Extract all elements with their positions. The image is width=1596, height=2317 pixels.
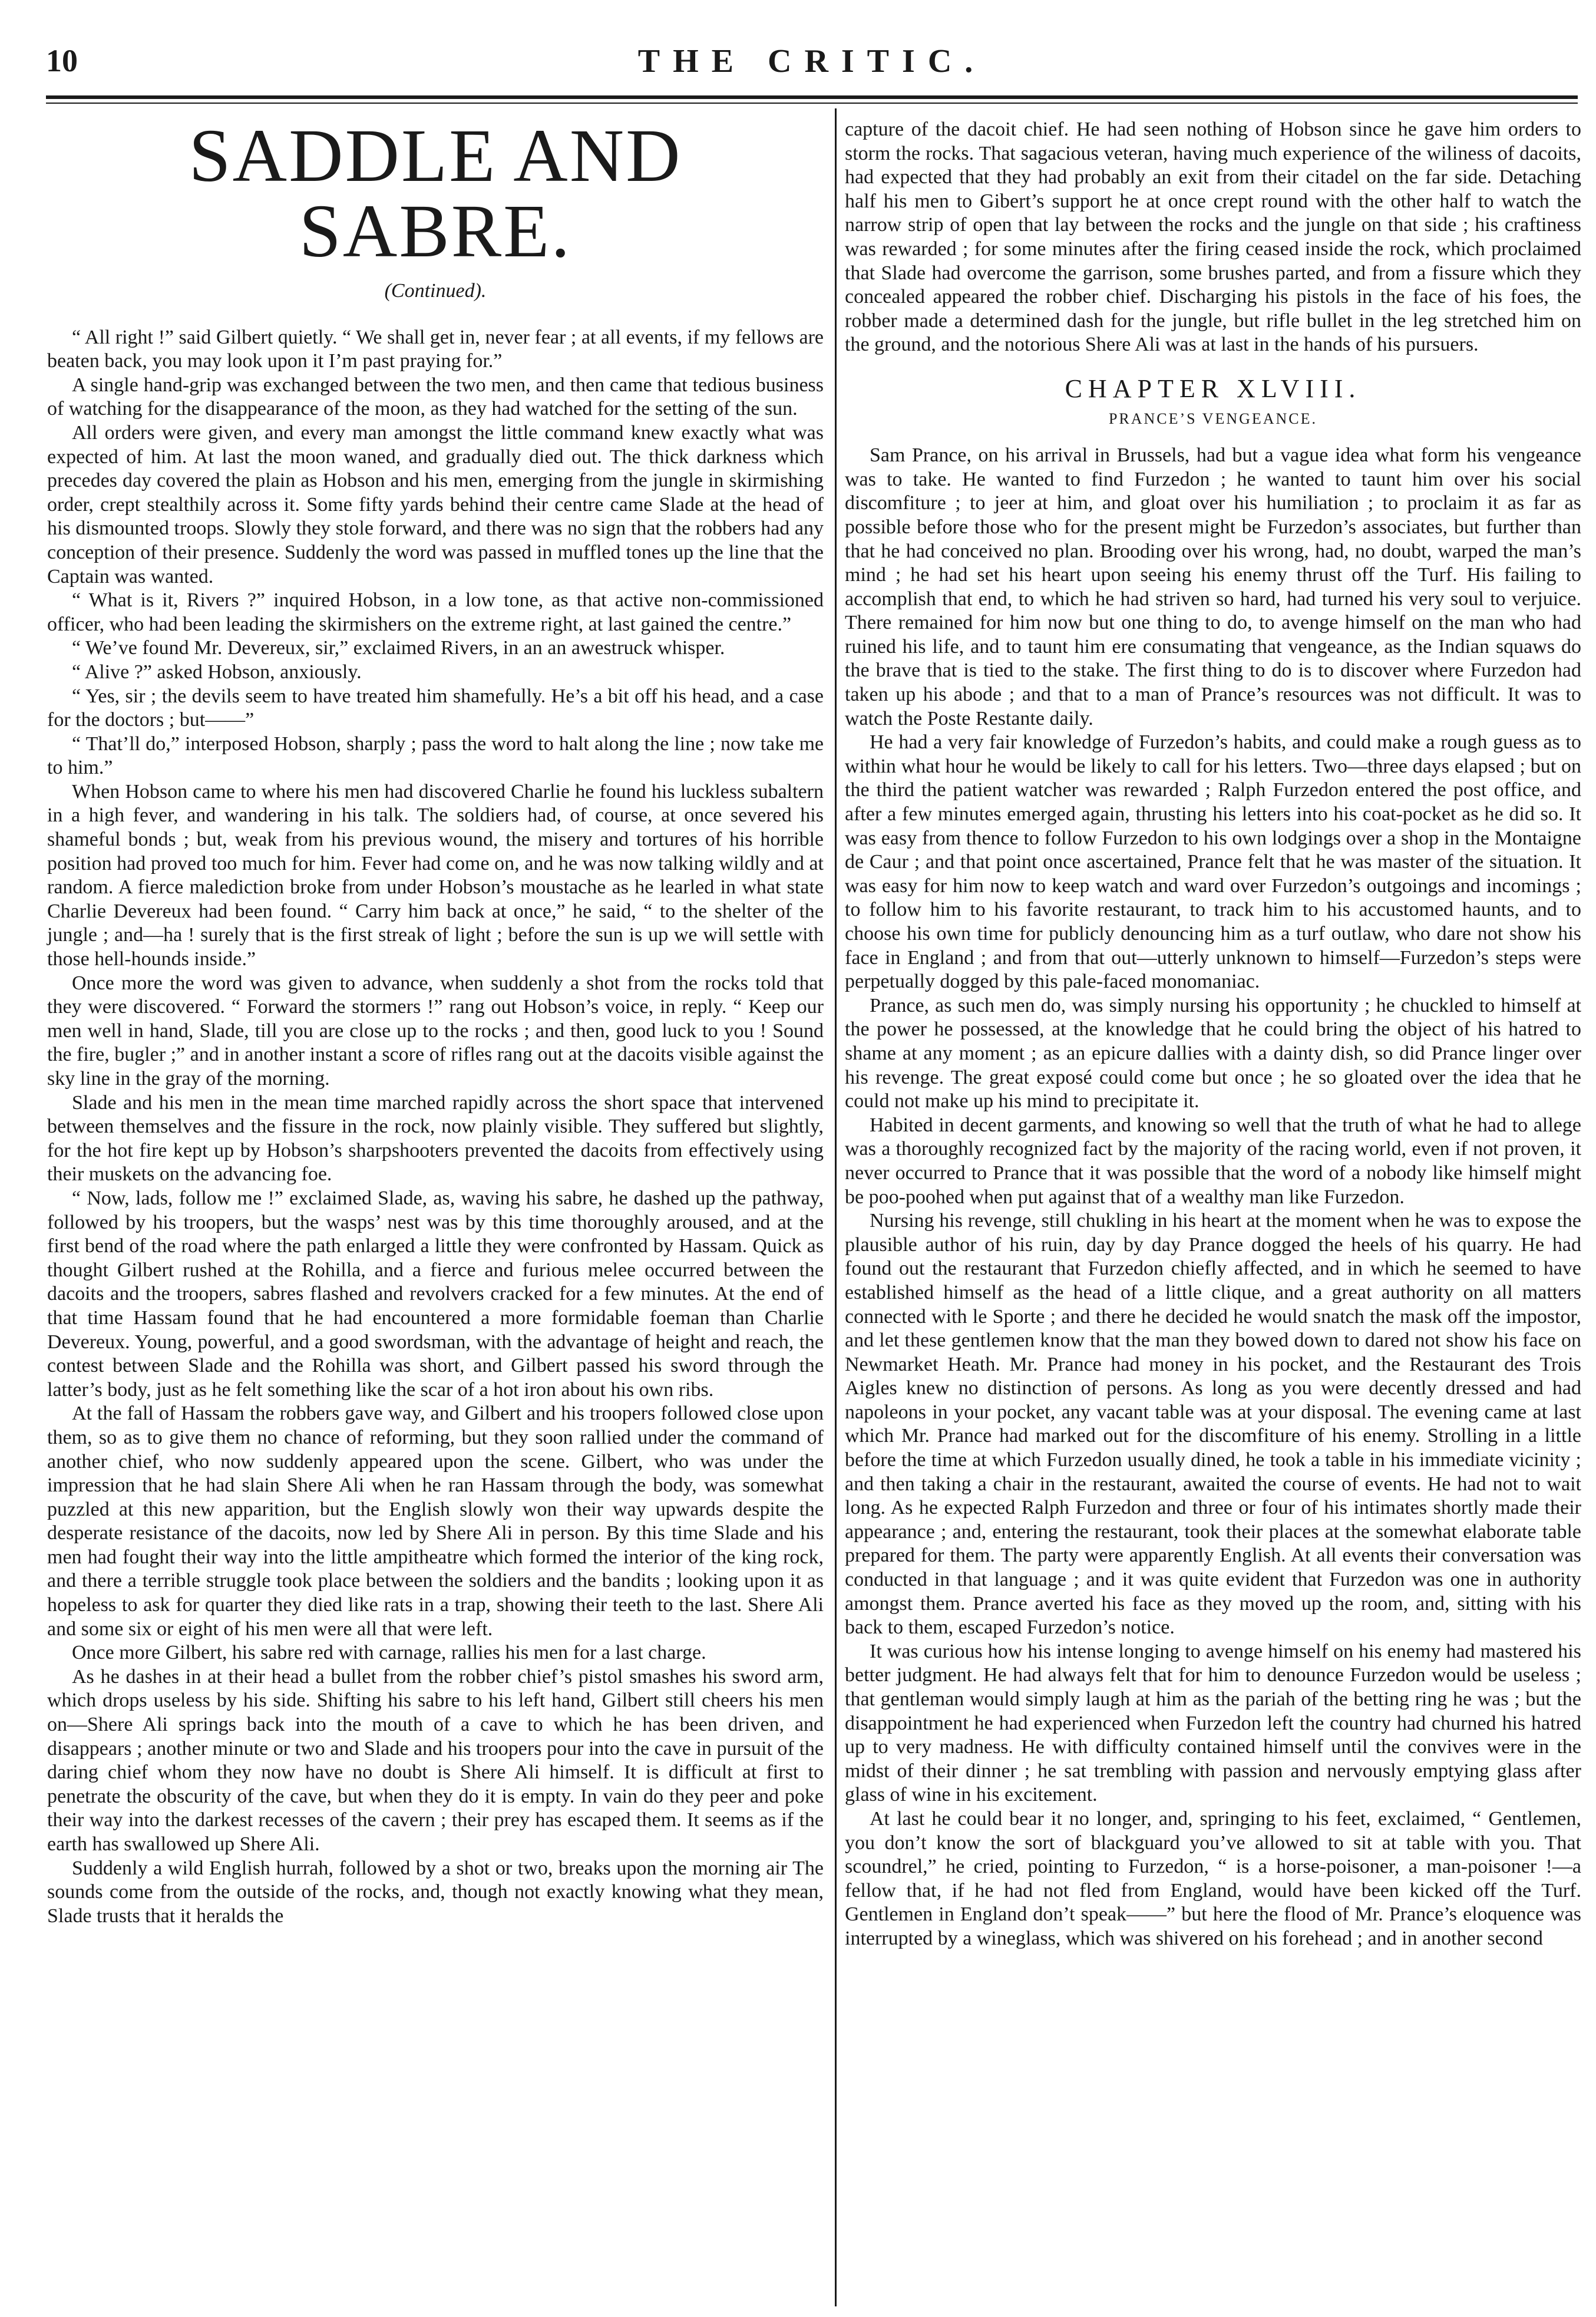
paragraph: “ Yes, sir ; the devils seem to have treated him shamefully. He’s a bit off his head, and a case for the doctors ; but——” (47, 685, 824, 731)
paragraph: Suddenly a wild English hurrah, followed by a shot or two, breaks upon the morning air The sounds come from the outside of the rocks, and, though not exactly knowing what they mean, Slade trusts that it heralds the (47, 1857, 824, 1927)
paragraph: Habited in decent garments, and knowing so well that the truth of what he had to allege was a thoroughly recognized fact by the majority of the racing world, even if not proven, it never occurred to Prance that it was possible that the word of a nobody like himself might be poo-poohed when put against that of a wealthy man like Furzedon. (845, 1114, 1581, 1208)
chapter-heading: CHAPTER XLVIII. (1065, 374, 1362, 403)
chapter-subtitle: PRANCE’S VENGEANCE. (1108, 410, 1318, 427)
paragraph: At last he could bear it no longer, and, springing to his feet, exclaimed, “ Gentlemen, you don’t know the sort of blackguard you’ve allowed to sit at table with you. That scoundrel,” he cried, pointing to Furzedon, “ is a horse-poisoner, a man-poisoner !—a fellow that, if he had not fled from England, would have been kicked off the Turf. Gentlemen in England don’t speak——” but here the flood of Mr. Prance’s eloquence was interrupted by a wineglass, which was shivered on his forehead ; and in another second (845, 1807, 1581, 1949)
left-column (47, 114, 824, 1928)
right-column-text (845, 444, 1581, 1950)
paragraph: “ What is it, Rivers ?” inquired Hobson, in a low tone, as that active non-commissioned officer, who had been leading the skirmishers on the extreme right, at last gained the centre.” (47, 589, 824, 635)
story-title: SADDLE AND SABRE. (189, 114, 682, 273)
paragraph: “ All right !” said Gilbert quietly. “ We shall get in, never fear ; at all events, if my fellows are beaten back, you may look upon it I’m past praying for.” (47, 326, 824, 372)
paragraph: He had a very fair knowledge of Furzedon’s habits, and could make a rough guess as to within what hour he would be likely to call for his letters. Two—three days elapsed ; but on the third the patient watcher was rewarded ; Ralph Furzedon entered the post office, and after a few minutes emerged again, thrusting his letters into his coat-pocket as he did so. It was easy from thence to follow Furzedon to his own lodgings over a shop in the Montaigne de Caur ; and that point once ascertained, Prance felt that he was master of the situation. It was easy for him now to keep watch and ward over Furzedon’s outgoings and incomings ; to follow him to his favorite restaurant, to track him to his accustomed haunts, and to choose his own time for publicly denouncing him as a turf outlaw, who dare not show his face in England ; and from that out—utterly unknown to himself—Furzedon’s steps were perpetually dogged by this pale-faced monomaniac. (845, 731, 1581, 993)
paragraph: When Hobson came to where his men had discovered Charlie he found his luckless subaltern in a high fever, and wandering in his talk. The soldiers had, of course, at once severed his shameful bonds ; but, weak from his previous wound, the misery and tortures of his horrible position had proved too much for him. Fever had come on, and he was now talking wildly and at random. A fierce malediction broke from under Hobson’s moustache as he learled in what state Charlie Devereux had been found. “ Carry him back at once,” he said, “ to the shelter of the jungle ; and—ha ! surely that is the first streak of light ; before the sun is up we will settle with those hell-hounds inside.” (47, 780, 824, 971)
journal-title: THE CRITIC. (637, 43, 986, 80)
paragraph: Sam Prance, on his arrival in Brussels, had but a vague idea what form his vengeance was to take. He wanted to find Furzedon ; he wanted to taunt him over his social discomfiture ; to jeer at him, and gloat over his humiliation ; to proclaim it as far as possible before those who for the present might be Furzedon’s associates, but further than that he had conceived no plan. Brooding over his wrong, had, no doubt, warped the man’s mind ; he had set his heart upon seeing his enemy thrust off the Turf. His failing to accomplish that end, to which he had striven so hard, had turned his very soul to verjuice. There remained for him now but one thing to do, to avenge himself on the man who had ruined his life, and to taunt him ere consumating that vengeance, as the Indian squaws do the brave that is tied to the stake. The first thing to do is to discover where Furzedon had taken up his abode ; and that to a man of Prance’s resources was not difficult. It was to watch the Poste Restante daily. (845, 444, 1581, 730)
paragraph: Once more Gilbert, his sabre red with carnage, rallies his men for a last charge. (72, 1642, 706, 1664)
paragraph: As he dashes in at their head a bullet from the robber chief’s pistol smashes his sword arm, which drops useless by his side. Shifting his sabre to his left hand, Gilbert still cheers his men on—Shere Ali springs back into the mouth of a cave to which he has been driven, and disappears ; another minute or two and Slade and his troopers pour into the cave in pursuit of the daring chief whom they now have no doubt is Shere Ali himself. It is difficult at first to penetrate the obscurity of the cave, but when they do it is empty. In vain do they peer and poke their way into the darkest recesses of the cavern ; their prey has escaped them. It seems as if the earth has swallowed up Shere Ali. (47, 1665, 824, 1855)
paragraph: Nursing his revenge, still chukling in his heart at the moment when he was to expose the plausible author of his ruin, day by day Prance dogged the heels of his quarry. He had found out the restaurant that Furzedon chiefly affected, and in which he seemed to have established himself as the head of a little clique, and a great authority on all matters connected with le Sporte ; and there he decided he would snatch the mask off the impostor, and let these gentlemen know that the man they bowed down to dared not show his face on Newmarket Heath. Mr. Prance had money in his pocket, and the Restaurant des Trois Aigles knew no distinction of persons. As long as you were decently dressed and had napoleons in your pocket, any vacant table was at your disposal. The evening came at last which Mr. Prance had marked out for the discomfiture of his enemy. Strolling in a little before the time at which Furzedon usually dined, he took a table in his immediate vicinity ; and then taking a chair in the restaurant, awaited the course of events. He had not to wait long. As he expected Ralph Furzedon and three or four of his intimates shortly made their appearance ; and, entering the restaurant, took their places at the somewhat elaborate table prepared for them. The party were apparently English. At all events their conversation was conducted in that language ; and it was quite evident that Furzedon was one in authority amongst them. Prance averted his face as they moved up the room, and, sitting with his back to them, escaped Furzedon’s notice. (845, 1210, 1581, 1639)
paragraph: “ That’ll do,” interposed Hobson, sharply ; pass the word to halt along the line ; now take me to him.” (47, 732, 824, 779)
left-column-text (47, 326, 824, 1929)
paragraph: capture of the dacoit chief. He had seen nothing of Hobson since he gave him orders to storm the rocks. That sagacious veteran, having much experience of the wiliness of dacoits, had expected that they had probably an exit from their citadel on the far side. Detaching half his men to Gibert’s support he at once crept round with the other half to watch the narrow strip of open that lay between the rocks and the jungle on that side ; his craftiness was rewarded ; for some minutes after the firing ceased inside the rock, which proclaimed that Slade had overcome the garrison, some brushes parted, and from a fissure which they concealed appeared the robber chief. Discharging his pistols in the face of his foes, the robber made a determined dash for the jungle, but rifle bullet in the leg stretched him on the ground, and the notorious Shere Ali was at last in the hands of his pursuers. (845, 118, 1581, 356)
paragraph: “ We’ve found Mr. Devereux, sir,” exclaimed Rivers, in an an awestruck whisper. (72, 637, 725, 659)
paragraph: At the fall of Hassam the robbers gave way, and Gilbert and his troopers followed close upon them, so as to give them no chance of reforming, but they soon rallied under the command of another chief, who now suddenly appeared upon the scene. Gilbert, who was under the impression that he had slain Shere Ali when he ran Hassam through the body, was somewhat puzzled at this new apparition, but the English slowly won their way upwards despite the desperate resistance of the dacoits, now led by Shere Ali in person. By this time Slade and his men had fought their way into the little ampitheatre which formed the interior of the king rock, and there a terrible struggle took place between the soldiers and the bandits ; looking upon it as hopeless to ask for quarter they died like rats in a trap, showing their teeth to the last. Shere Ali and some six or eight of his men were all that were left. (47, 1402, 824, 1640)
paragraph: It was curious how his intense longing to avenge himself on his enemy had mastered his better judgment. He had always felt that for him to denounce Furzedon would be useless ; that gentleman would simply laugh at him as the pariah of the betting ring he was ; but the disappointment he had experienced when Furzedon left the country had churned his hatred up to very madness. He with difficulty contained himself until the convives were in the midst of their dinner ; he sat trembling with passion and nervously emptying glass after glass of wine in his excitement. (845, 1640, 1581, 1806)
column-divider (835, 108, 837, 2306)
page-number: 10 (46, 43, 78, 78)
paragraph: “ Alive ?” asked Hobson, anxiously. (72, 661, 362, 683)
header-rule-thin (46, 103, 1578, 104)
paragraph: Prance, as such men do, was simply nursing his opportunity ; he chuckled to himself at the power he possessed, at the knowledge that he could bring the object of his hatred to shame at any moment ; as an epicure dallies with a dainty dish, so did Prance linger over his revenge. The great exposé could come but once ; he so gloated over the idea that he could not make up his mind to precipitate it. (845, 994, 1581, 1113)
masthead (46, 42, 1578, 90)
continued-note: (Continued). (384, 280, 487, 302)
paragraph: A single hand-grip was exchanged between the two men, and then came that tedious business of watching for the disappearance of the moon, as they had watched for the setting of the sun. (47, 374, 824, 420)
right-column-intro (845, 118, 1581, 357)
paragraph: “ Now, lads, follow me !” exclaimed Slade, as, waving his sabre, he dashed up the pathway, followed by his troopers, but the wasps’ nest was by this time thoroughly aroused, and at the first bend of the road where the path enlarged a little they were confronted by Hassam. Quick as thought Gilbert rushed at the Rohilla, and a fierce and furious melee occurred between the dacoits and the troopers, sabres flashed and revolvers cracked for a few minutes. At the end of that time Hassam found that he had encountered a more formidable foeman than Charlie Devereux. Young, powerful, and a good swordsman, with the advantage of height and reach, the contest between Slade and the Rohilla was short, and Gilbert passed his sword through the latter’s body, just as he felt something like the scar of a hot iron about his own ribs. (47, 1187, 824, 1401)
paragraph: All orders were given, and every man amongst the little command knew exactly what was expected of him. At last the moon waned, and gradually died out. The thick darkness which precedes day covered the plain as Hobson and his men, emerging from the jungle in skirmishing order, crept stealthily across it. Some fifty yards behind their centre came Slade at the head of his dismounted troops. Slowly they stole forward, and there was no sign that the robbers had any conception of their presence. Suddenly the word was passed in muffled tones up the line that the Captain was wanted. (47, 421, 824, 587)
header-rule (46, 95, 1578, 99)
right-column (845, 118, 1581, 1951)
paragraph: Once more the word was given to advance, when suddenly a shot from the rocks told that they were discovered. “ Forward the stormers !” rang out Hobson’s voice, in reply. “ Keep our men well in hand, Slade, till you are close up to the rocks ; and then, good luck to you ! Sound the fire, bugler ;” and in another instant a score of rifles rang out at the dacoits visible against the sky line in the gray of the morning. (47, 972, 824, 1090)
paragraph: Slade and his men in the mean time marched rapidly across the short space that intervened between themselves and the fissure in the rock, now plainly visible. They suffered but slightly, for the hot fire kept up by Hobson’s sharpshooters prevented the dacoits from effectively using their muskets on the advancing foe. (47, 1091, 824, 1186)
